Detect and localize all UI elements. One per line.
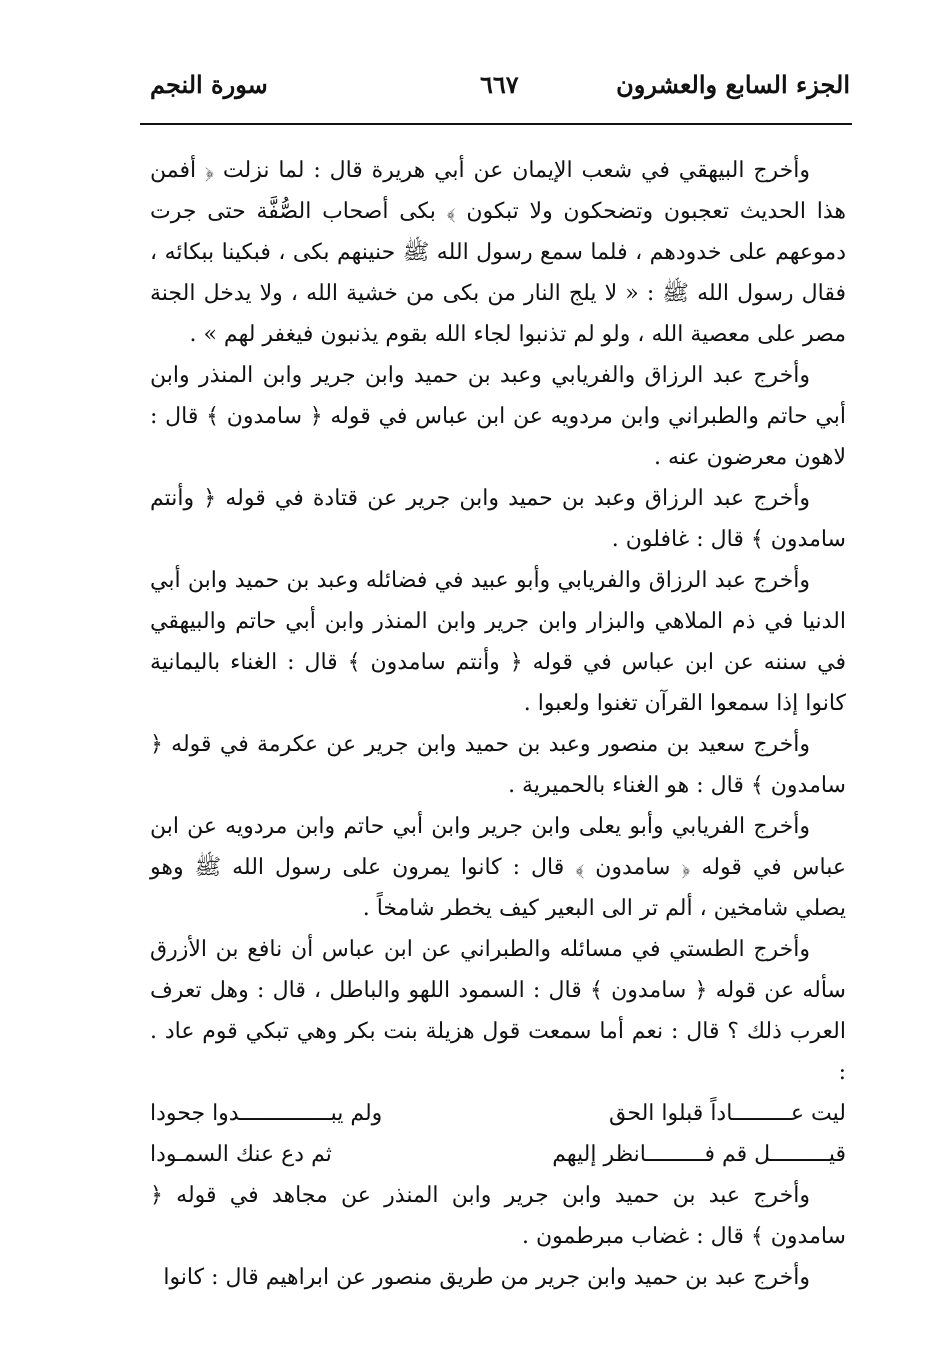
paragraph: وأخرج عبد بن حميد وابن جرير وابن المنذر عن مجاهد في قوله ﴿ سامدون ﴾ قال : غضاب مبرطمون . [150,1183,846,1249]
verse-second-hemistich: ثم دع عنك السمـودا [150,1142,332,1167]
verse-first-hemistich: ليت عـــــــــاداً قبلوا الحق [609,1101,846,1126]
paragraph: وأخرج البيهقي في شعب الإيمان عن أبي هريرة قال : لما نزلت ﴿ أفمن هذا الحديث تعجبون وتضحكون ولا تبكون ﴾ بكى أصحاب الصُّفَّة حتى جرت دموعهم على خدودهم ، فلما سمع رسول الله ﷺ حنينهم بكى ، فبكينا ببكائه ، فقال رسول الله ﷺ : « لا يلج النار من بكى من خشية الله ، ولا يدخل الجنة مصر على معصية الله ، ولو لم تذنبوا لجاء الله بقوم يذنبون فيغفر لهم » . [150,158,846,347]
paragraph: وأخرج عبد بن حميد وابن جرير من طريق منصور عن ابراهيم قال : كانوا [163,1265,810,1290]
part-title: الجزء السابع والعشرون [616,70,850,99]
poetry-verse [150,1093,846,1134]
paragraph: وأخرج عبد الرزاق والفريابي وأبو عبيد في فضائله وعبد بن حميد وابن أبي الدنيا في ذم الملاهي والبزار وابن جرير وابن المنذر وابن أبي حاتم والبيهقي في سننه عن ابن عباس في قوله ﴿ وأنتم سامدون ﴾ قال : الغناء باليمانية كانوا إذا سمعوا القرآن تغنوا ولعبوا . [150,568,846,716]
paragraph: وأخرج عبد الرزاق وعبد بن حميد وابن جرير عن قتادة في قوله ﴿ وأنتم سامدون ﴾ قال : غافلون . [150,486,846,552]
paragraph: وأخرج عبد الرزاق والفريابي وعبد بن حميد وابن جرير وابن المنذر وابن أبي حاتم والطبراني وابن مردويه عن ابن عباس في قوله ﴿ سامدون ﴾ قال : لاهون معرضون عنه . [150,363,846,470]
paragraph: وأخرج سعيد بن منصور وعبد بن حميد وابن جرير عن عكرمة في قوله ﴿ سامدون ﴾ قال : هو الغناء بالحميرية . [150,732,846,798]
page-number: ٦٦٧ [480,70,519,99]
header-rule [140,123,852,125]
paragraph: وأخرج الفريابي وأبو يعلى وابن جرير وابن أبي حاتم وابن مردويه عن ابن عباس في قوله ﴿ سامدون ﴾ قال : كانوا يمرون على رسول الله ﷺ وهو يصلي شامخين ، ألم تر الى البعير كيف يخطر شامخاً . [150,814,846,921]
verse-second-hemistich: ولم يبــــــــــــــدوا جحودا [150,1101,383,1126]
paragraph: وأخرج الطستي في مسائله والطبراني عن ابن عباس أن نافع بن الأزرق سأله عن قوله ﴿ سامدون ﴾ قال : السمود اللهو والباطل ، قال : وهل تعرف العرب ذلك ؟ قال : نعم أما سمعت قول هزيلة بنت بكر وهي تبكي قوم عاد . : [150,937,846,1085]
poetry-verse [150,1134,846,1175]
page-header [150,70,850,110]
page-body [150,150,846,1298]
surah-title: سورة النجم [150,70,268,99]
verse-first-hemistich: قيـــــــــل قم فـــــــــانظر إليهم [552,1142,846,1167]
